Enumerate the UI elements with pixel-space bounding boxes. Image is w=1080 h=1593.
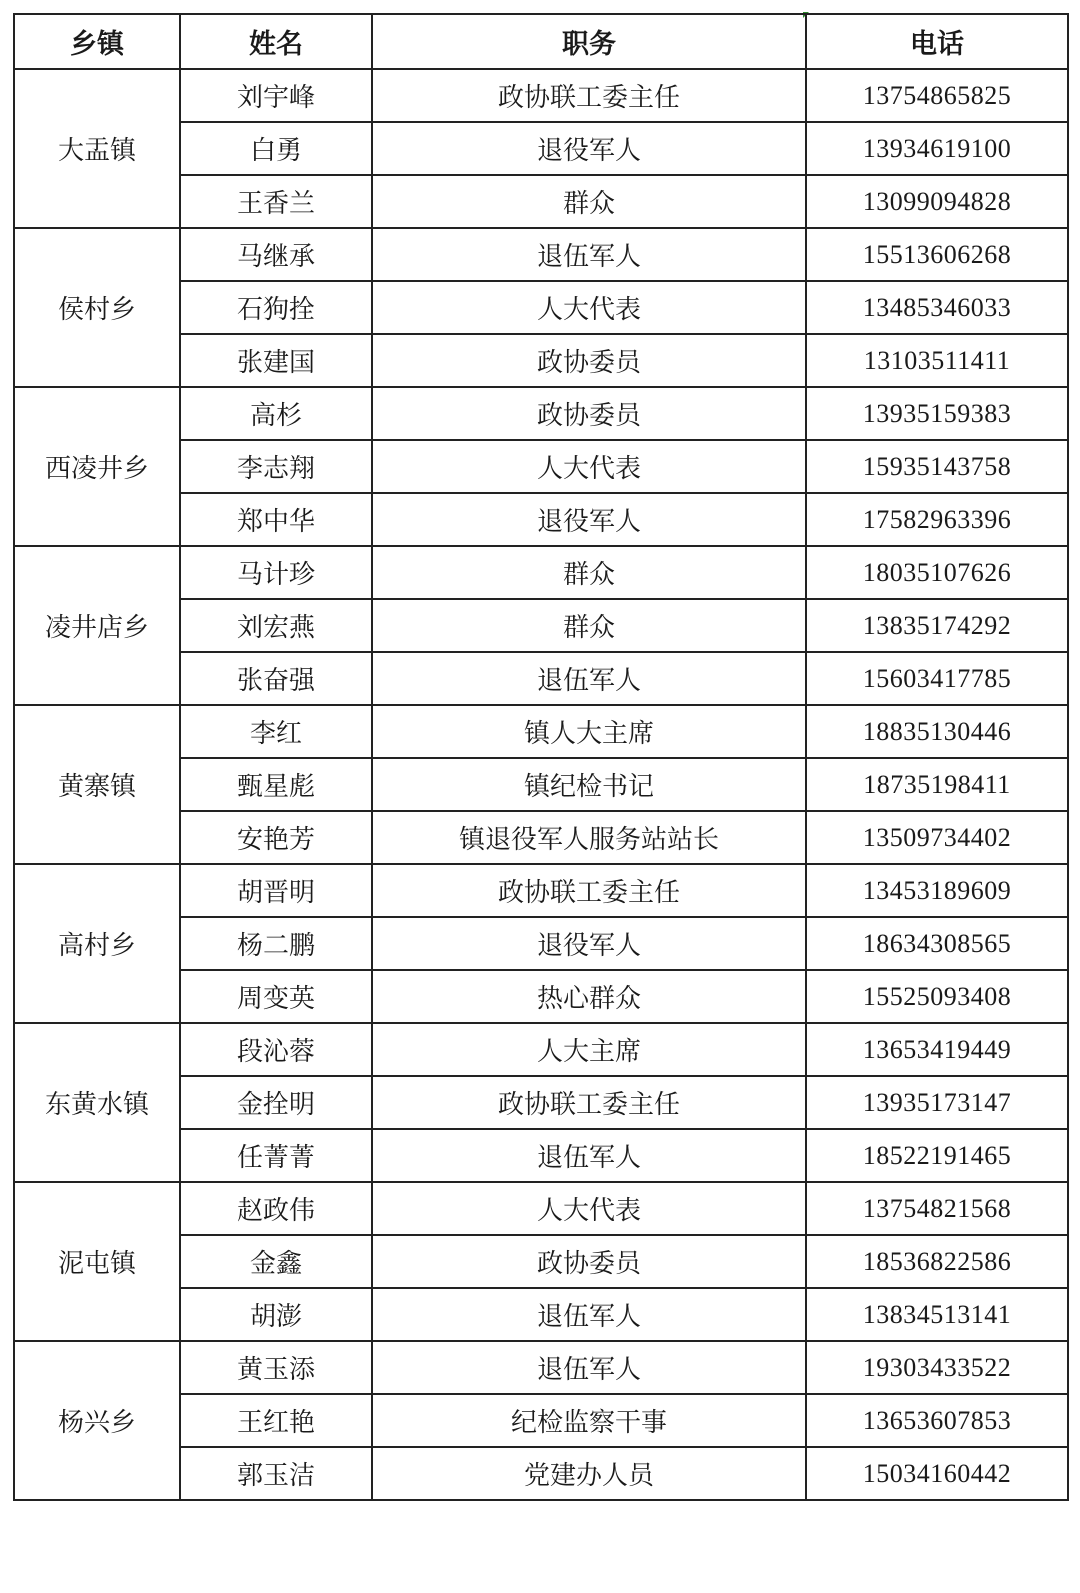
role-cell: 退伍军人 <box>372 1129 806 1182</box>
phone-cell: 13835174292 <box>806 599 1068 652</box>
phone-cell: 18634308565 <box>806 917 1068 970</box>
phone-cell: 19303433522 <box>806 1341 1068 1394</box>
header-role: 职务 <box>372 14 806 69</box>
table-row <box>14 864 1068 917</box>
phone-cell: 15034160442 <box>806 1447 1068 1500</box>
town-cell: 侯村乡 <box>14 228 180 387</box>
name-cell: 金拴明 <box>180 1076 372 1129</box>
town-cell: 泥屯镇 <box>14 1182 180 1341</box>
phone-cell: 13935173147 <box>806 1076 1068 1129</box>
role-cell: 退伍军人 <box>372 1288 806 1341</box>
role-cell: 人大代表 <box>372 440 806 493</box>
contact-roster-table <box>13 13 1069 1501</box>
name-cell: 石狗拴 <box>180 281 372 334</box>
name-cell: 胡晋明 <box>180 864 372 917</box>
role-cell: 人大代表 <box>372 281 806 334</box>
header-row <box>14 14 1068 69</box>
name-cell: 刘宏燕 <box>180 599 372 652</box>
phone-cell: 13754865825 <box>806 69 1068 122</box>
name-cell: 马继承 <box>180 228 372 281</box>
role-cell: 退伍军人 <box>372 1341 806 1394</box>
role-cell: 退役军人 <box>372 493 806 546</box>
table-row <box>14 69 1068 122</box>
phone-cell: 18835130446 <box>806 705 1068 758</box>
role-cell: 群众 <box>372 175 806 228</box>
header-name: 姓名 <box>180 14 372 69</box>
name-cell: 任菁菁 <box>180 1129 372 1182</box>
phone-cell: 13935159383 <box>806 387 1068 440</box>
phone-cell: 13934619100 <box>806 122 1068 175</box>
phone-cell: 18536822586 <box>806 1235 1068 1288</box>
role-cell: 纪检监察干事 <box>372 1394 806 1447</box>
name-cell: 郭玉洁 <box>180 1447 372 1500</box>
table-header <box>14 14 1068 69</box>
phone-cell: 18035107626 <box>806 546 1068 599</box>
name-cell: 杨二鹏 <box>180 917 372 970</box>
name-cell: 赵政伟 <box>180 1182 372 1235</box>
name-cell: 白勇 <box>180 122 372 175</box>
phone-cell: 13754821568 <box>806 1182 1068 1235</box>
header-phone: 电话 <box>806 14 1068 69</box>
header-town: 乡镇 <box>14 14 180 69</box>
name-cell: 胡澎 <box>180 1288 372 1341</box>
name-cell: 段沁蓉 <box>180 1023 372 1076</box>
role-cell: 镇纪检书记 <box>372 758 806 811</box>
phone-cell: 13653607853 <box>806 1394 1068 1447</box>
phone-cell: 15513606268 <box>806 228 1068 281</box>
town-cell: 凌井店乡 <box>14 546 180 705</box>
name-cell: 安艳芳 <box>180 811 372 864</box>
role-cell: 政协联工委主任 <box>372 69 806 122</box>
table-row <box>14 705 1068 758</box>
table-row <box>14 1341 1068 1394</box>
role-cell: 群众 <box>372 599 806 652</box>
phone-cell: 17582963396 <box>806 493 1068 546</box>
phone-cell: 13834513141 <box>806 1288 1068 1341</box>
name-cell: 郑中华 <box>180 493 372 546</box>
name-cell: 张奋强 <box>180 652 372 705</box>
town-cell: 黄寨镇 <box>14 705 180 864</box>
phone-cell: 13099094828 <box>806 175 1068 228</box>
name-cell: 刘宇峰 <box>180 69 372 122</box>
name-cell: 王香兰 <box>180 175 372 228</box>
phone-cell: 13485346033 <box>806 281 1068 334</box>
table-row <box>14 1182 1068 1235</box>
name-cell: 周变英 <box>180 970 372 1023</box>
role-cell: 人大代表 <box>372 1182 806 1235</box>
role-cell: 退伍军人 <box>372 652 806 705</box>
role-cell: 政协联工委主任 <box>372 1076 806 1129</box>
role-cell: 镇人大主席 <box>372 705 806 758</box>
town-cell: 高村乡 <box>14 864 180 1023</box>
phone-cell: 13509734402 <box>806 811 1068 864</box>
name-cell: 马计珍 <box>180 546 372 599</box>
name-cell: 黄玉添 <box>180 1341 372 1394</box>
role-cell: 政协委员 <box>372 387 806 440</box>
phone-cell: 13653419449 <box>806 1023 1068 1076</box>
town-cell: 大盂镇 <box>14 69 180 228</box>
phone-cell: 15935143758 <box>806 440 1068 493</box>
role-cell: 政协联工委主任 <box>372 864 806 917</box>
phone-cell: 18735198411 <box>806 758 1068 811</box>
name-cell: 甄星彪 <box>180 758 372 811</box>
role-cell: 党建办人员 <box>372 1447 806 1500</box>
table-row <box>14 546 1068 599</box>
phone-cell: 13103511411 <box>806 334 1068 387</box>
table-row <box>14 1023 1068 1076</box>
phone-cell: 15525093408 <box>806 970 1068 1023</box>
role-cell: 退役军人 <box>372 122 806 175</box>
role-cell: 群众 <box>372 546 806 599</box>
name-cell: 李红 <box>180 705 372 758</box>
phone-cell: 15603417785 <box>806 652 1068 705</box>
phone-cell: 13453189609 <box>806 864 1068 917</box>
role-cell: 人大主席 <box>372 1023 806 1076</box>
role-cell: 政协委员 <box>372 334 806 387</box>
table-body <box>14 69 1068 1500</box>
table-row <box>14 387 1068 440</box>
town-cell: 西凌井乡 <box>14 387 180 546</box>
town-cell: 杨兴乡 <box>14 1341 180 1500</box>
role-cell: 政协委员 <box>372 1235 806 1288</box>
phone-cell: 18522191465 <box>806 1129 1068 1182</box>
role-cell: 退伍军人 <box>372 228 806 281</box>
table-row <box>14 228 1068 281</box>
name-cell: 王红艳 <box>180 1394 372 1447</box>
town-cell: 东黄水镇 <box>14 1023 180 1182</box>
name-cell: 李志翔 <box>180 440 372 493</box>
role-cell: 热心群众 <box>372 970 806 1023</box>
name-cell: 张建国 <box>180 334 372 387</box>
name-cell: 高杉 <box>180 387 372 440</box>
role-cell: 镇退役军人服务站站长 <box>372 811 806 864</box>
role-cell: 退役军人 <box>372 917 806 970</box>
name-cell: 金鑫 <box>180 1235 372 1288</box>
